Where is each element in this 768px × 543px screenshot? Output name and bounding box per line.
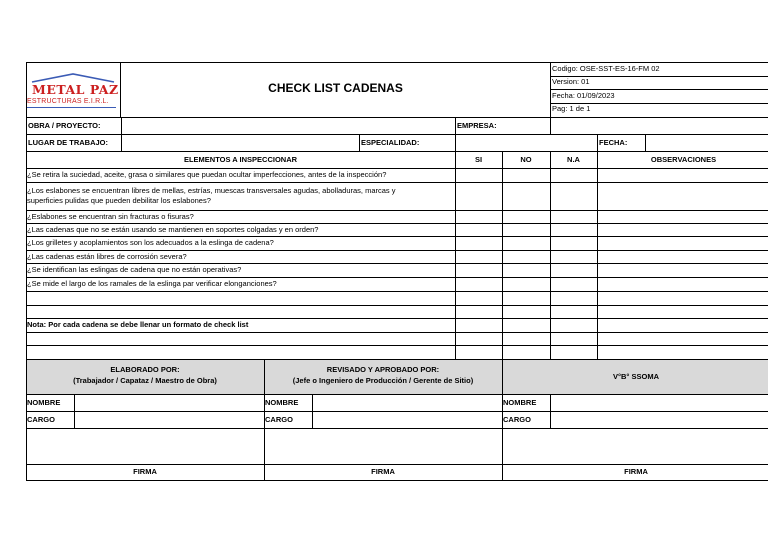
col-si-header: SI (474, 155, 483, 164)
list-item: ¿Se identifican las eslingas de cadena que no están operativas? (27, 265, 242, 274)
especialidad-label: ESPECIALIDAD: (361, 138, 420, 147)
vobo-title: V°B° SSOMA (612, 372, 659, 381)
logo-brand: METAL PAZ (32, 82, 119, 97)
nombre-label: NOMBRE (265, 398, 299, 407)
elaborado-signature-area[interactable] (27, 429, 264, 464)
list-item: ¿Los grilletes y acoplamientos son los adecuados a la eslinga de cadena? (27, 238, 274, 247)
vobo-signature-area[interactable] (503, 429, 768, 464)
especialidad-field[interactable] (456, 135, 597, 151)
lugar-field[interactable] (122, 135, 359, 151)
nombre-label: NOMBRE (503, 398, 537, 407)
page-title: CHECK LIST CADENAS (268, 81, 403, 95)
meta-page: Pag: 1 de 1 (552, 104, 591, 113)
list-item: ¿Eslabones se encuentran sin fracturas o fisuras? (27, 212, 194, 221)
col-na-header: N.A (567, 155, 580, 164)
list-item: ¿Las cadenas que no se están usando se mantienen en soportes colgadas y en orden? (27, 225, 319, 234)
cargo-label: CARGO (503, 415, 531, 424)
elaborado-cargo-field[interactable] (75, 412, 264, 428)
revisado-title: REVISADO Y APROBADO POR: (326, 365, 440, 374)
revisado-signature-area[interactable] (265, 429, 502, 464)
cargo-label: CARGO (265, 415, 293, 424)
empresa-label: EMPRESA: (457, 121, 497, 130)
list-item: ¿Se mide el largo de los ramales de la eslinga par verificar elonganciones? (27, 279, 277, 288)
vobo-cargo-field[interactable] (551, 412, 768, 428)
vobo-nombre-field[interactable] (551, 395, 768, 411)
firma-label: FIRMA (624, 467, 648, 476)
elaborado-subtitle: (Trabajador / Capataz / Maestro de Obra) (73, 376, 217, 385)
form-note: Nota: Por cada cadena se debe llenar un formato de check list (27, 320, 249, 329)
revisado-subtitle: (Jefe o Ingeniero de Producción / Gerente de Sitio) (292, 376, 474, 385)
logo-underline (27, 107, 116, 108)
elaborado-nombre-field[interactable] (75, 395, 264, 411)
elaborado-title: ELABORADO POR: (110, 365, 180, 374)
checklist-form (26, 62, 768, 481)
company-logo (26, 72, 120, 112)
revisado-cargo-field[interactable] (313, 412, 502, 428)
list-item: superficies pulidas que pueden debilitar los eslabones? (27, 196, 211, 205)
cargo-label: CARGO (27, 415, 55, 424)
obra-field[interactable] (122, 118, 455, 134)
meta-date: Fecha: 01/09/2023 (552, 91, 615, 100)
list-item: ¿Se retira la suciedad, aceite, grasa o similares que puedan ocultar imperfecciones, antes de la inspección? (27, 170, 387, 179)
empresa-field[interactable] (551, 118, 768, 134)
col-elementos-header: ELEMENTOS A INSPECCIONAR (183, 155, 298, 164)
meta-code: Codigo: OSE-SST-ES-16-FM 02 (552, 64, 660, 73)
nombre-label: NOMBRE (27, 398, 61, 407)
col-no-header: NO (520, 155, 532, 164)
list-item: ¿Los eslabones se encuentran libres de mellas, estrías, muescas transversales agudas, abolladuras, marcas y (27, 186, 396, 195)
firma-label: FIRMA (371, 467, 395, 476)
logo-subtitle: ESTRUCTURAS E.I.R.L. (27, 98, 109, 105)
col-obs-header: OBSERVACIONES (650, 155, 717, 164)
list-item: ¿Las cadenas están libres de corrosión severa? (27, 252, 187, 261)
lugar-label: LUGAR DE TRABAJO: (28, 138, 108, 147)
fecha-label: FECHA: (599, 138, 628, 147)
firma-label: FIRMA (133, 467, 157, 476)
revisado-nombre-field[interactable] (313, 395, 502, 411)
obra-label: OBRA / PROYECTO: (28, 121, 101, 130)
meta-version: Version: 01 (552, 77, 590, 86)
fecha-field[interactable] (646, 135, 768, 151)
